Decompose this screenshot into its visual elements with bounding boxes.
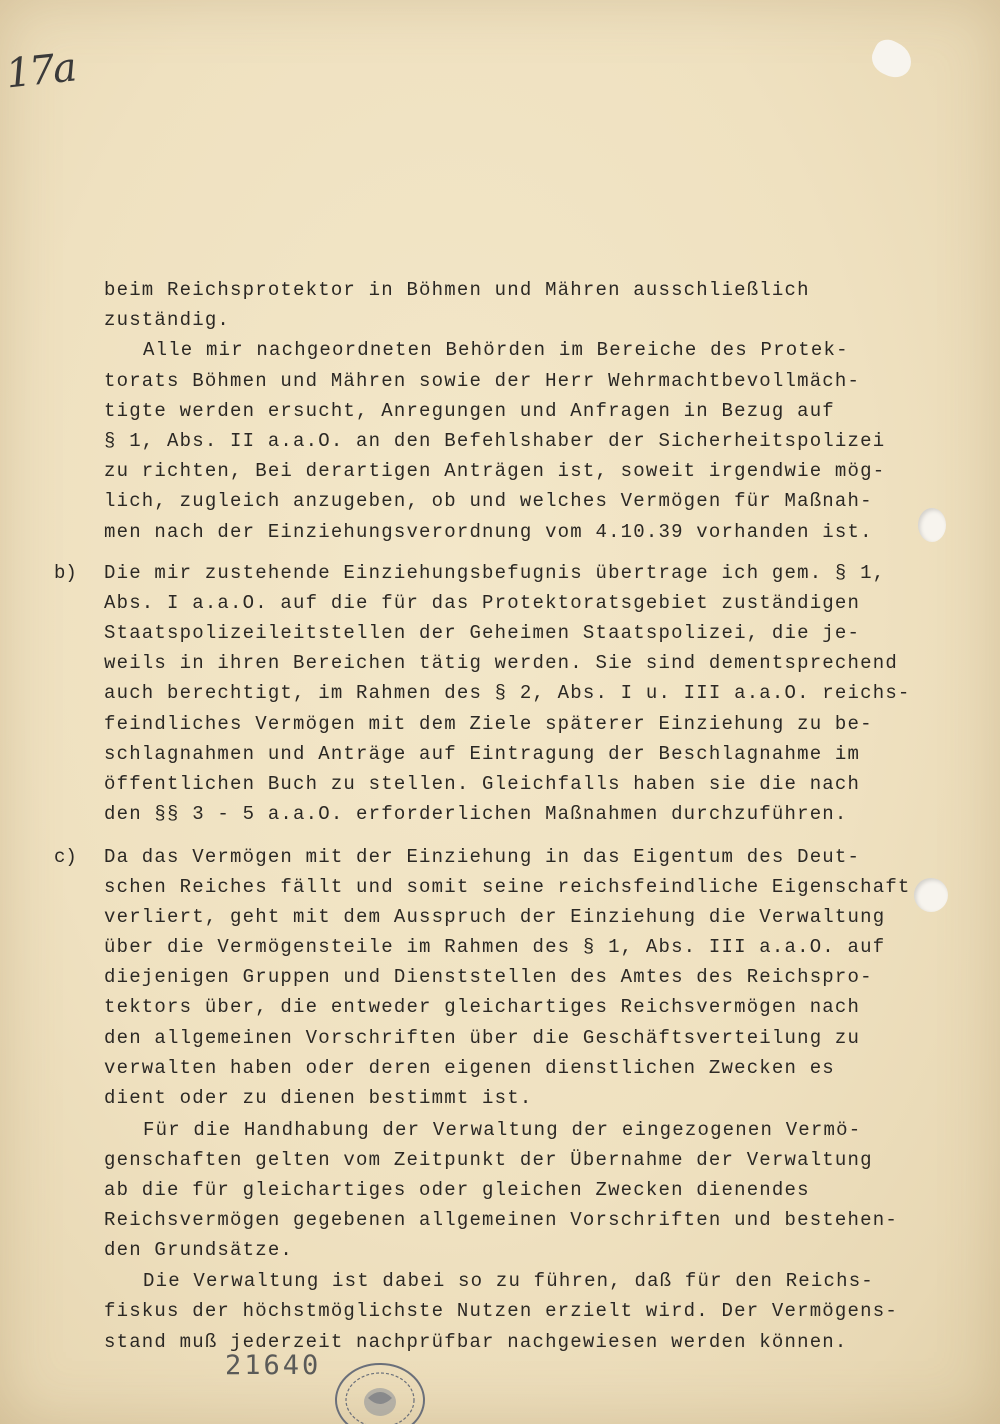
text-line: den allgemeinen Vorschriften über die Geschäftsverteilung zu bbox=[104, 1027, 861, 1049]
text-line: Da das Vermögen mit der Einziehung in das Eigentum des Deut- bbox=[104, 846, 861, 868]
text-line: Die Verwaltung ist dabei so zu führen, daß für den Reichs- bbox=[143, 1270, 874, 1292]
text-line: genschaften gelten vom Zeitpunkt der Übernahme der Verwaltung bbox=[104, 1149, 873, 1171]
archive-stamp-number: 21640 bbox=[225, 1350, 322, 1381]
text-line: verliert, geht mit dem Ausspruch der Einziehung die Verwaltung bbox=[104, 906, 886, 928]
text-line: beim Reichsprotektor in Böhmen und Mähren ausschließlich bbox=[104, 279, 810, 301]
text-line: diejenigen Gruppen und Dienststellen des Amtes des Reichspro- bbox=[104, 966, 873, 988]
text-line: Alle mir nachgeordneten Behörden im Bereiche des Protek- bbox=[143, 339, 849, 361]
text-line: zu richten, Bei derartigen Anträgen ist, soweit irgendwie mög- bbox=[104, 460, 886, 482]
torn-corner bbox=[867, 35, 918, 83]
text-line: men nach der Einziehungsverordnung vom 4.10.39 vorhanden ist. bbox=[104, 521, 873, 543]
text-line: Die mir zustehende Einziehungsbefugnis übertrage ich gem. § 1, bbox=[104, 562, 886, 584]
section-marker-b: b) bbox=[54, 562, 77, 584]
text-line: öffentlichen Buch zu stellen. Gleichfalls haben sie die nach bbox=[104, 773, 861, 795]
text-line: fiskus der höchstmöglichste Nutzen erzielt wird. Der Vermögens- bbox=[104, 1300, 898, 1322]
text-line: Abs. I a.a.O. auf die für das Protektoratsgebiet zuständigen bbox=[104, 592, 861, 614]
text-line: stand muß jederzeit nachprüfbar nachgewiesen werden können. bbox=[104, 1331, 848, 1353]
text-line: den Grundsätze. bbox=[104, 1239, 294, 1261]
text-line: ab die für gleichartiges oder gleichen Zwecken dienendes bbox=[104, 1179, 810, 1201]
text-line: feindliches Vermögen mit dem Ziele späterer Einziehung zu be- bbox=[104, 713, 873, 735]
text-line: lich, zugleich anzugeben, ob und welches Vermögen für Maßnah- bbox=[104, 490, 873, 512]
text-line: zuständig. bbox=[104, 309, 231, 331]
section-marker-c: c) bbox=[54, 846, 77, 868]
text-line: Für die Handhabung der Verwaltung der eingezogenen Vermö- bbox=[143, 1119, 862, 1141]
folio-number: 17a bbox=[3, 44, 77, 98]
text-line: über die Vermögensteile im Rahmen des § 1, Abs. III a.a.O. auf bbox=[104, 936, 886, 958]
punch-hole-top bbox=[918, 508, 946, 542]
text-line: tigte werden ersucht, Anregungen und Anfragen in Bezug auf bbox=[104, 400, 835, 422]
archive-seal-icon bbox=[332, 1356, 428, 1424]
text-line: weils in ihren Bereichen tätig werden. Sie sind dementsprechend bbox=[104, 652, 898, 674]
text-line: dient oder zu dienen bestimmt ist. bbox=[104, 1087, 533, 1109]
text-line: auch berechtigt, im Rahmen des § 2, Abs. I u. III a.a.O. reichs- bbox=[104, 682, 911, 704]
text-line: § 1, Abs. II a.a.O. an den Befehlshaber der Sicherheitspolizei bbox=[104, 430, 886, 452]
text-line: torats Böhmen und Mähren sowie der Herr Wehrmachtbevollmäch- bbox=[104, 370, 861, 392]
text-line: Staatspolizeileitstellen der Geheimen Staatspolizei, die je- bbox=[104, 622, 861, 644]
punch-hole-bottom bbox=[914, 878, 948, 912]
text-line: tektors über, die entweder gleichartiges Reichsvermögen nach bbox=[104, 996, 861, 1018]
text-line: Reichsvermögen gegebenen allgemeinen Vorschriften und bestehen- bbox=[104, 1209, 898, 1231]
text-line: schlagnahmen und Anträge auf Eintragung der Beschlagnahme im bbox=[104, 743, 861, 765]
text-line: verwalten haben oder deren eigenen dienstlichen Zwecken es bbox=[104, 1057, 835, 1079]
text-line: schen Reiches fällt und somit seine reichsfeindliche Eigenschaft bbox=[104, 876, 911, 898]
text-line: den §§ 3 - 5 a.a.O. erforderlichen Maßnahmen durchzuführen. bbox=[104, 803, 848, 825]
